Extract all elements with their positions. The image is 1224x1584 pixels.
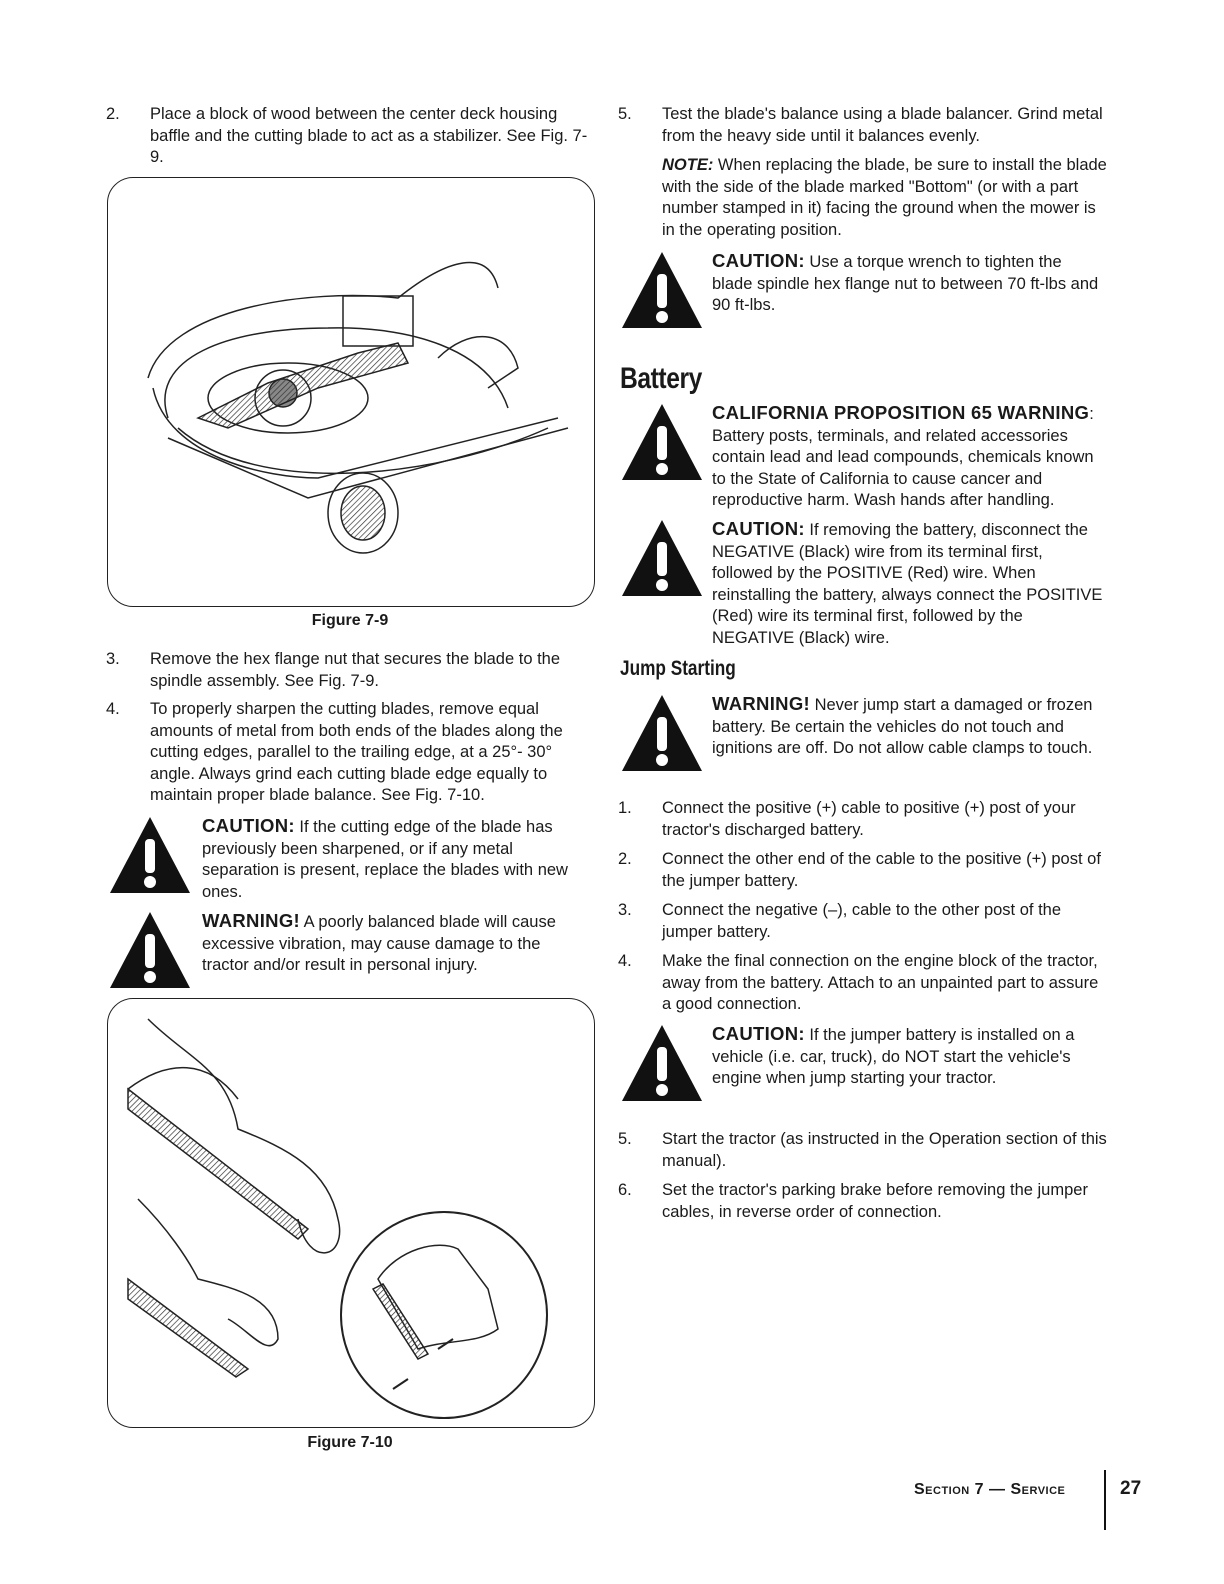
step-number: 3. [618,901,632,919]
prop65-label: CALIFORNIA PROPOSITION 65 WARNING [712,402,1090,423]
step-text: Test the blade's balance using a blade balancer. Grind metal from the heavy side until it balances evenly. [662,105,1103,145]
caution-label: CAUTION: [712,250,805,271]
caution-text: If the cutting edge of the blade has previously been sharpened, or if any metal separation is present, replace the blades with new ones. [202,818,568,901]
step-number: 1. [618,799,632,817]
step-number: 3. [106,650,120,668]
subsection-heading-jump-starting: Jump Starting [620,657,736,680]
caution-label: CAUTION: [712,1023,805,1044]
footer-divider [1104,1470,1106,1530]
figure-7-10-illustration [107,998,595,1428]
footer-section-a: Section 7 [914,1481,985,1498]
caution-label: CAUTION: [202,815,295,836]
warning-triangle-icon [620,693,704,773]
prop65-colon: : [1089,405,1094,423]
footer-dash: — [984,1481,1011,1498]
warning-triangle-icon [620,518,704,598]
step-number: 2. [618,850,632,868]
caution-text: Use a torque wrench to tighten the blade spindle hex flange nut to between 70 ft-lbs and 90 ft-lbs. [712,253,1099,314]
prop65-text: Battery posts, terminals, and related accessories contain lead and lead compounds, chemicals known to the State of California to cause cancer and reproductive harm. Wash hands after handling. [712,426,1094,509]
warning-text: A poorly balanced blade will cause excessive vibration, may cause damage to the tractor and/or result in personal injury. [202,913,556,974]
step-text: To properly sharpen the cutting blades, remove equal amounts of metal from both ends of the blades along the cutting edges, parallel to the trailing edge, at a 25°- 30° angle. Always grind each cutting blade edge equally to maintain proper blade balance. See Fig. 7-10. [150,700,563,804]
warning-triangle-icon [620,402,704,482]
step-text: Connect the positive (+) cable to positive (+) post of your tractor's discharged battery. [662,799,1076,839]
step-text: Make the final connection on the engine block of the tractor, away from the battery. Attach to an unpainted part to assure a good connection. [662,952,1099,1013]
step-number: 4. [106,700,120,718]
warning-triangle-icon [620,250,704,330]
caution-notice [108,815,590,905]
figure-7-9-illustration [107,177,595,607]
step-number: 6. [618,1181,632,1199]
step-text: Place a block of wood between the center deck housing baffle and the cutting blade to act as a stabilizer. See Fig. 7-9. [150,105,588,166]
step-number: 4. [618,952,632,970]
warning-triangle-icon [108,910,192,990]
warning-label: WARNING! [712,693,810,714]
step-text: Remove the hex flange nut that secures the blade to the spindle assembly. See Fig. 7-9. [150,650,561,690]
step-text: Connect the negative (–), cable to the other post of the jumper battery. [662,901,1062,941]
caution-notice [620,250,1110,340]
note-text: When replacing the blade, be sure to install the blade with the side of the blade marked "Bottom" (or with a part number stamped in it) facing the ground when the mower is in the operating position. [662,156,1107,239]
warning-label: WARNING! [202,910,300,931]
caution-text: If removing the battery, disconnect the NEGATIVE (Black) wire from its terminal first, followed by the POSITIVE (Red) wire. When reinstalling the battery, always connect the POSITIVE (Red) wire its terminal first, followed by the NEGATIVE (Black) wire. [712,521,1103,647]
step-number: 2. [106,105,120,123]
caution-notice [620,1023,1110,1113]
prop65-warning [620,402,1110,512]
step-number: 5. [618,105,632,123]
warning-text: Never jump start a damaged or frozen battery. Be certain the vehicles do not touch and ignitions are off. Do not allow cable clamps to touch. [712,696,1093,757]
footer-section-b: Service [1010,1481,1066,1498]
caution-text: If the jumper battery is installed on a vehicle (i.e. car, truck), do NOT start the vehicle's engine when jump starting your tractor. [712,1026,1075,1087]
warning-notice [620,693,1110,783]
page-number: 27 [1120,1478,1142,1499]
caution-notice [620,518,1110,648]
step-number: 5. [618,1130,632,1148]
warning-triangle-icon [108,815,192,895]
caution-label: CAUTION: [712,518,805,539]
note [662,155,1112,241]
step-text: Set the tractor's parking brake before removing the jumper cables, in reverse order of connection. [662,1181,1088,1221]
section-heading-battery: Battery [620,362,702,395]
step-text: Start the tractor (as instructed in the Operation section of this manual). [662,1130,1107,1170]
step-text: Connect the other end of the cable to the positive (+) post of the jumper battery. [662,850,1101,890]
figure-caption: Figure 7-9 [311,612,389,629]
figure-caption: Figure 7-10 [307,1434,393,1451]
warning-notice [108,910,590,990]
warning-triangle-icon [620,1023,704,1103]
footer-section-label [914,1481,1065,1499]
note-label: NOTE: [662,156,714,174]
